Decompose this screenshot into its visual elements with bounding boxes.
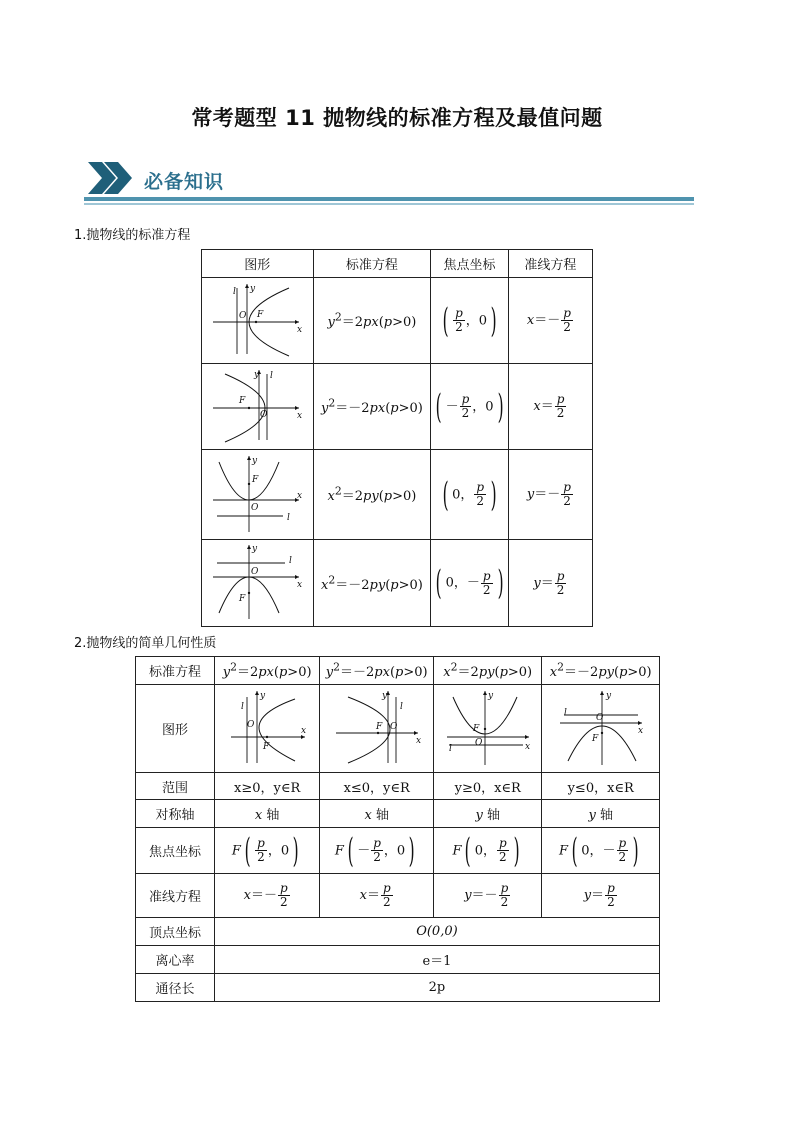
svg-text:y: y [487, 690, 493, 701]
svg-text:O: O [251, 567, 259, 577]
svg-text:l: l [289, 556, 293, 566]
double-chevron-icon [84, 158, 134, 198]
svg-text:l: l [233, 286, 237, 297]
page-title: 常考题型 11 抛物线的标准方程及最值问题 [191, 106, 603, 130]
banner-rule-thin [84, 203, 694, 205]
axis-suffix: 轴 [486, 808, 500, 823]
focus-cell: F ( 0，－ $\frac{p}{2}$ ) [542, 828, 660, 874]
svg-text:F: F [239, 395, 246, 406]
parabola-left-graph [209, 366, 305, 444]
section-banner [84, 158, 696, 206]
svg-text:l: l [448, 743, 452, 754]
axis-suffix: 轴 [266, 808, 280, 823]
table-row [136, 946, 660, 974]
label-graph: 图形 [136, 685, 215, 773]
banner-title: 必备知识 [144, 171, 225, 193]
svg-text:x: x [524, 741, 530, 752]
table-row [136, 773, 660, 800]
svg-text:x: x [415, 735, 421, 746]
focus-cell: ( 0，－ $\frac{p}{2}$ ) [431, 540, 509, 627]
svg-text:y: y [250, 283, 256, 294]
directrix-cell: x＝ $\frac{p}{2}$ [320, 874, 434, 918]
axis-variable: x [364, 808, 372, 823]
svg-text:x: x [297, 324, 303, 335]
label-range: 范围 [136, 773, 215, 800]
graph-cell [202, 540, 314, 627]
table-row [136, 685, 660, 773]
header-equation: 标准方程 [313, 250, 431, 278]
range-cell: x≤0，y∈R [320, 773, 434, 800]
svg-text:F: F [239, 594, 246, 604]
svg-text:O: O [247, 719, 255, 730]
parabola-down-graph [556, 687, 646, 767]
axis-variable: y [588, 808, 596, 823]
header-graph: 图形 [202, 250, 314, 278]
svg-text:F: F [591, 733, 598, 744]
directrix-cell: x＝ $\frac{p}{2}$ [508, 364, 592, 450]
svg-text:y: y [252, 544, 258, 554]
svg-text:F: F [252, 474, 259, 485]
geometric-properties-table [135, 656, 660, 1002]
table-row [202, 450, 593, 540]
parabola-left-graph [332, 687, 422, 767]
parabola-down-graph [209, 541, 305, 621]
svg-text:x: x [301, 725, 307, 736]
parabola-up-graph [209, 452, 305, 534]
table-row [202, 364, 593, 450]
table-row [136, 974, 660, 1002]
axis-cell [214, 800, 319, 828]
equation-cell: $x^2=2py(p>0)$ [434, 657, 542, 685]
focus-cell: ( 0， $\frac{p}{2}$ ) [431, 450, 509, 540]
axis-variable: x [254, 808, 263, 823]
table-row [136, 828, 660, 874]
svg-text:O: O [251, 502, 259, 513]
axis-cell [542, 800, 660, 828]
axis-cell [434, 800, 542, 828]
graph-cell [202, 450, 314, 540]
standard-equation-table [201, 249, 593, 627]
section-heading-geometric-properties: 2.抛物线的简单几何性质 [74, 636, 217, 651]
axis-cell [320, 800, 434, 828]
svg-text:l: l [399, 701, 403, 712]
svg-text:y: y [260, 690, 266, 701]
equation-cell: $y^2=-2px(p>0)$ [313, 364, 431, 450]
svg-text:x: x [297, 410, 303, 421]
parabola-up-graph [443, 687, 533, 767]
svg-text:F: F [472, 723, 479, 734]
svg-text:y: y [252, 455, 258, 466]
parabola-right-graph [225, 687, 309, 767]
header-focus: 焦点坐标 [431, 250, 509, 278]
equation-cell: $y^2=2px(p>0)$ [313, 278, 431, 364]
svg-text:l: l [270, 370, 274, 381]
equation-cell: $x^2=-2py(p>0)$ [313, 540, 431, 627]
table-row [136, 874, 660, 918]
graph-cell [434, 685, 542, 773]
parabola-right-graph [209, 280, 305, 358]
latus-rectum-cell: 2p [214, 974, 659, 1002]
equation-cell: $x^2=-2py(p>0)$ [542, 657, 660, 685]
svg-text:y: y [381, 690, 387, 701]
svg-text:O: O [595, 712, 604, 723]
eccentricity-cell: e＝1 [214, 946, 659, 974]
banner-rule [84, 197, 694, 201]
label-standard-equation: 标准方程 [136, 657, 215, 685]
table-header-row [202, 250, 593, 278]
focus-cell: ( － $\frac{p}{2}$ ，0 ) [431, 364, 509, 450]
directrix-cell: x＝－ $\frac{p}{2}$ [508, 278, 592, 364]
label-latus-rectum: 通径长 [136, 974, 215, 1002]
label-eccentricity: 离心率 [136, 946, 215, 974]
section-heading-standard-equation: 1.抛物线的标准方程 [74, 228, 191, 243]
focus-cell: F ( － $\frac{p}{2}$ ，0 ) [320, 828, 434, 874]
graph-cell [202, 364, 314, 450]
label-directrix: 准线方程 [136, 874, 215, 918]
directrix-cell: x＝－ $\frac{p}{2}$ [214, 874, 319, 918]
graph-cell [542, 685, 660, 773]
equation-cell: $y^2=2px(p>0)$ [214, 657, 319, 685]
svg-text:y: y [605, 690, 611, 701]
header-directrix: 准线方程 [508, 250, 592, 278]
svg-text:F: F [257, 309, 264, 320]
directrix-cell: y＝ $\frac{p}{2}$ [542, 874, 660, 918]
graph-cell [214, 685, 319, 773]
svg-text:l: l [287, 512, 291, 523]
focus-cell: ( $\frac{p}{2}$ ，0 ) [431, 278, 509, 364]
graph-cell [202, 278, 314, 364]
svg-text:x: x [637, 725, 643, 736]
axis-suffix: 轴 [599, 808, 613, 823]
svg-text:F: F [375, 721, 382, 732]
label-axis: 对称轴 [136, 800, 215, 828]
table-row [202, 540, 593, 627]
focus-cell: F ( 0， $\frac{p}{2}$ ) [434, 828, 542, 874]
directrix-cell: y＝－ $\frac{p}{2}$ [508, 450, 592, 540]
directrix-cell: y＝ $\frac{p}{2}$ [508, 540, 592, 627]
range-cell: x≥0，y∈R [214, 773, 319, 800]
graph-cell [320, 685, 434, 773]
equation-cell: $x^2=2py(p>0)$ [313, 450, 431, 540]
svg-text:O: O [239, 310, 247, 321]
axis-suffix: 轴 [375, 808, 389, 823]
range-cell: y≤0，x∈R [542, 773, 660, 800]
svg-text:O: O [389, 721, 398, 732]
table-row [136, 657, 660, 685]
table-row [136, 918, 660, 946]
label-focus: 焦点坐标 [136, 828, 215, 874]
focus-cell: F ( $\frac{p}{2}$ ，0 ) [214, 828, 319, 874]
svg-text:x: x [297, 490, 303, 501]
equation-cell: $y^2=-2px(p>0)$ [320, 657, 434, 685]
svg-text:x: x [297, 580, 303, 590]
svg-text:O: O [260, 409, 268, 420]
table-row [202, 278, 593, 364]
range-cell: y≥0，x∈R [434, 773, 542, 800]
svg-text:O: O [474, 737, 483, 748]
axis-variable: y [475, 808, 483, 823]
svg-text:y: y [254, 369, 260, 380]
svg-text:l: l [563, 707, 567, 718]
vertex-cell: O(0,0) [214, 918, 659, 946]
directrix-cell: y＝－ $\frac{p}{2}$ [434, 874, 542, 918]
svg-text:F: F [263, 741, 270, 752]
svg-text:l: l [241, 701, 245, 712]
label-vertex: 顶点坐标 [136, 918, 215, 946]
table-row [136, 800, 660, 828]
